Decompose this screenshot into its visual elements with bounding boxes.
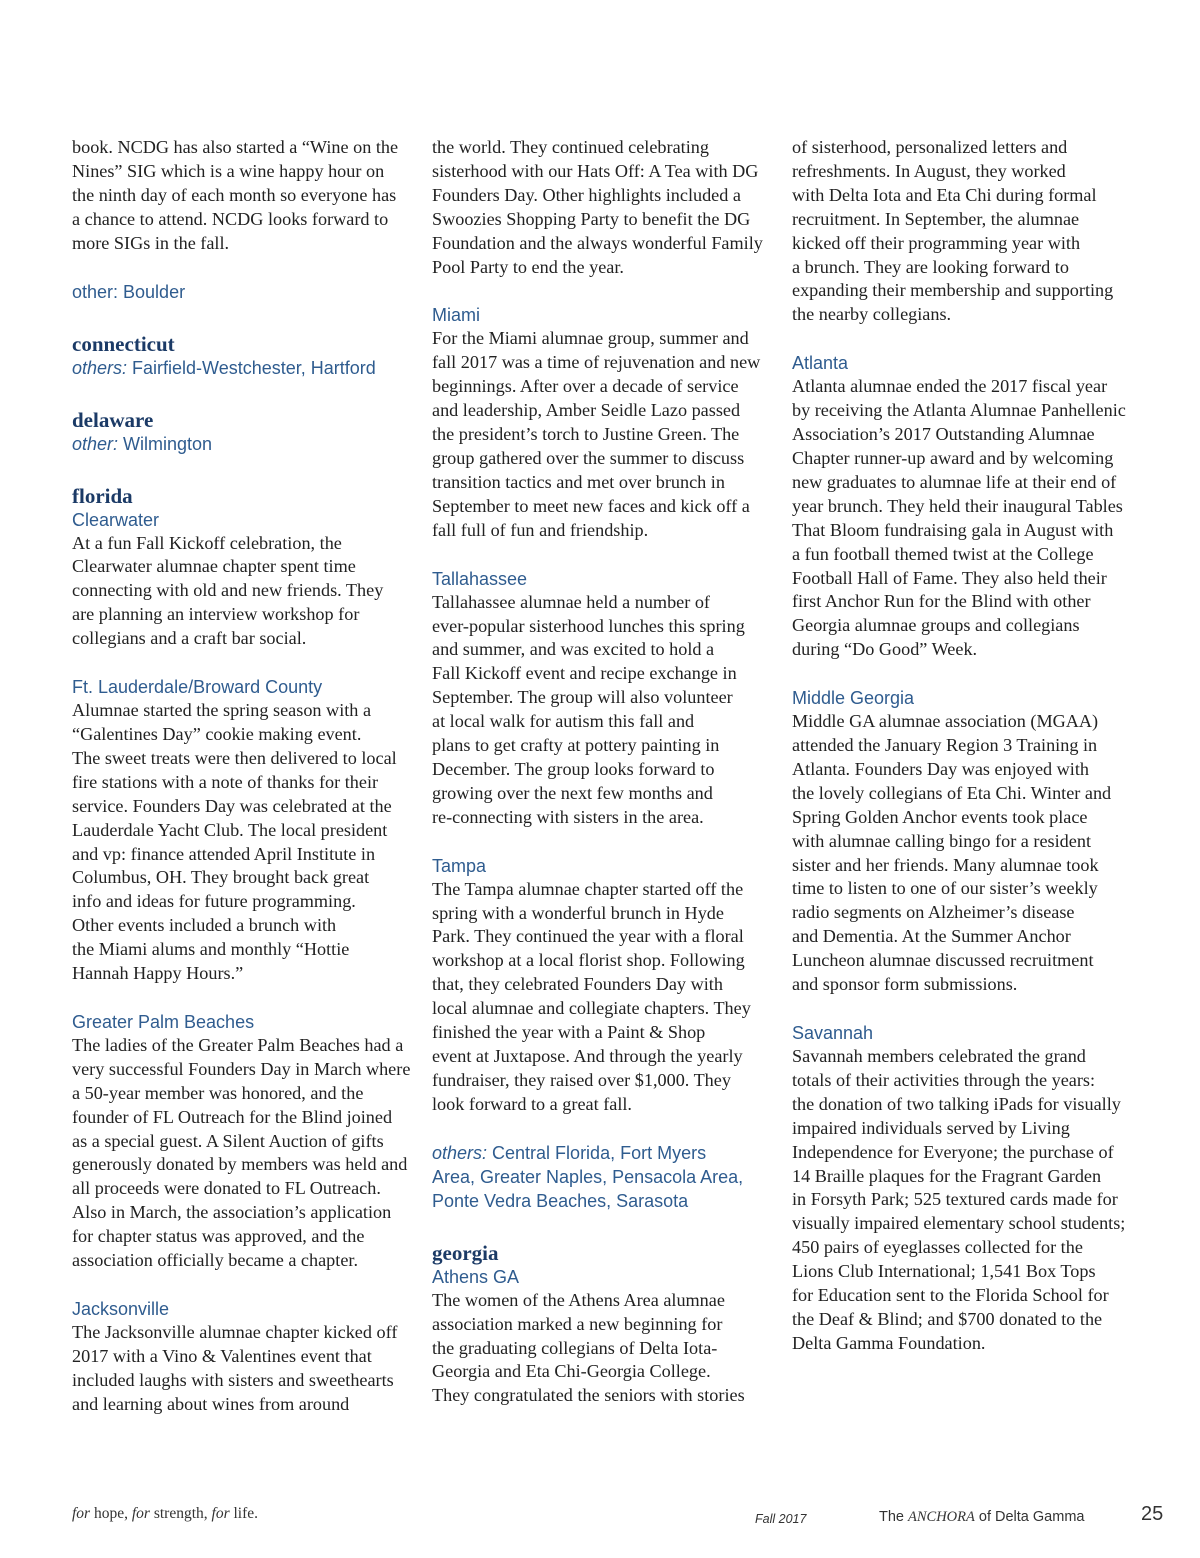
column-2: [432, 136, 780, 1408]
column-1: [72, 136, 420, 1417]
state-heading-florida: florida: [72, 483, 133, 508]
chapter-title-savannah: Savannah: [792, 1023, 874, 1043]
chapter-title-miami: Miami: [432, 305, 480, 326]
state-heading-georgia: georgia: [432, 1240, 499, 1265]
footer-tagline: for hope, for strength, for life.: [72, 1505, 259, 1522]
chapter-body-athens: The women of the Athens Area alumnae association marked a new beginning for the graduating collegians of Delta Iota- Georgia and Eta Chi-Georgia College. They congratulated the seniors with stories: [432, 1289, 745, 1406]
chapter-body-ft-lauderdale: Alumnae started the spring season with a “Galentines Day” cookie making event. The sweet treats were then delivered to local fire stations with a note of thanks for their service. Founders Day was celebrated at the Lauderdale Yacht Club. The local president and vp: finance attended April Institute in Columbus, OH. They brought back great info and ideas for future programming. Other events included a brunch with the Miami alums and monthly “Hottie Hannah Happy Hours.”: [72, 700, 397, 984]
state-heading-delaware: delaware: [72, 407, 154, 432]
footer-issue-date: Fall 2017: [755, 1512, 807, 1526]
ncdg-continued-text: book. NCDG has also started a “Wine on the Nines” SIG which is a wine happy hour on the ninth day of each month so everyone has a chance to attend. NCDG looks forward to more SIGs in the fall.: [72, 137, 399, 253]
state-heading-connecticut: connecticut: [72, 331, 175, 356]
chapter-title-athens: Athens GA: [432, 1266, 520, 1287]
colorado-other-line: other: Boulder: [72, 281, 186, 302]
athens-continued-text: of sisterhood, personalized letters and refreshments. In August, they worked with Delta Iota and Eta Chi during formal recruitment. In September, the alumnae kicked off their programming year with a brunch. They are looking forward to expanding their membership and supporting the nearby collegians.: [792, 137, 1114, 325]
delaware-other-line: other: Wilmington: [72, 433, 213, 454]
chapter-title-ft-lauderdale: Ft. Lauderdale/Broward County: [72, 677, 323, 698]
column-3: [792, 136, 1132, 1356]
chapter-title-atlanta: Atlanta: [792, 353, 849, 374]
connecticut-others-line: others: Fairfield-Westchester, Hartford: [72, 357, 376, 378]
chapter-body-clearwater: At a fun Fall Kickoff celebration, the Clearwater alumnae chapter spent time connecting with old and new friends. They are planning an interview workshop for collegians and a craft bar social.: [72, 532, 384, 649]
chapter-title-tampa: Tampa: [432, 855, 487, 876]
chapter-body-middle-georgia: Middle GA alumnae association (MGAA) attended the January Region 3 Training in Atlanta. Founders Day was enjoyed with the lovely collegians of Eta Chi. Winter and Spring Golden Anchor events took place with alumnae calling bingo for a resident sister and her friends. Many alumnae took time to listen to one of our sister’s weekly radio segments on Alzheimer’s disease and Dementia. At the Summer Anchor Luncheon alumnae discussed recruitment and sponsor form submissions.: [792, 711, 1112, 995]
jacksonville-continued-text: the world. They continued celebrating sisterhood with our Hats Off: A Tea with DG Founders Day. Other highlights included a Swoozies Shopping Party to benefit the DG Foundation and the always wonderful Family Pool Party to end the year.: [432, 137, 763, 277]
chapter-title-jacksonville: Jacksonville: [72, 1299, 170, 1319]
chapter-title-clearwater: Clearwater: [72, 509, 160, 530]
page-number: 25: [1141, 1503, 1164, 1525]
footer-magazine-title: The ANCHORA of Delta Gamma: [879, 1509, 1085, 1525]
chapter-body-tampa: The Tampa alumnae chapter started off the spring with a wonderful brunch in Hyde Park. They continued the year with a floral workshop at a local florist shop. Following that, they celebrated Founders Day with local alumnae and collegiate chapters. They finished the year with a Paint & Shop event at Juxtapose. And through the yearly fundraiser, they raised over $1,000. They look forward to a great fall.: [432, 878, 751, 1114]
chapter-body-atlanta: Atlanta alumnae ended the 2017 fiscal year by receiving the Atlanta Alumnae Panhellenic Association’s 2017 Outstanding Alumnae Chapter runner-up award and by welcoming new graduates to alumnae life at their end of year brunch. They held their inaugural Tables That Bloom fundraising gala in August with a fun football themed twist at the College Football Hall of Fame. They also held their first Anchor Run for the Blind with other Georgia alumnae groups and collegians during “Do Good” Week.: [792, 376, 1126, 660]
chapter-title-tallahassee: Tallahassee: [432, 568, 528, 589]
florida-others-line: others: Central Florida, Fort Myers Area, Greater Naples, Pensacola Area, Ponte Vedra Beaches, Sarasota: [432, 1142, 744, 1211]
chapter-body-jacksonville: The Jacksonville alumnae chapter kicked off 2017 with a Vino & Valentines event that included laughs with sisters and sweethearts and learning about wines from around: [72, 1322, 398, 1414]
chapter-body-greater-palm-beaches: The ladies of the Greater Palm Beaches had a very successful Founders Day in March where a 50-year member was honored, and the founder of FL Outreach for the Blind joined as a special guest. A Silent Auction of gifts generously donated by members was held and all proceeds were donated to FL Outreach. Also in March, the association’s application for chapter status was approved, and the association officially became a chapter.: [72, 1034, 411, 1271]
chapter-body-tallahassee: Tallahassee alumnae held a number of ever-popular sisterhood lunches this spring and summer, and was excited to hold a Fall Kickoff event and recipe exchange in September. The group will also volunteer at local walk for autism this fall and plans to get crafty at pottery painting in December. The group looks forward to growing over the next few months and re-connecting with sisters in the area.: [432, 591, 745, 827]
chapter-title-greater-palm-beaches: Greater Palm Beaches: [72, 1011, 255, 1032]
chapter-body-miami: For the Miami alumnae group, summer and fall 2017 was a time of rejuvenation and new beginnings. After over a decade of service and leadership, Amber Seidle Lazo passed the president’s torch to Justine Green. The group gathered over the summer to discuss transition tactics and met over brunch in September to meet new faces and kick off a fall full of fun and friendship.: [432, 328, 761, 540]
chapter-body-savannah: Savannah members celebrated the grand totals of their activities through the years: the donation of two talking iPads for visually impaired individuals served by Living Independence for Everyone; the purchase of 14 Braille plaques for the Fragrant Garden in Forsyth Park; 525 textured cards made for visually impaired elementary school students; 450 pairs of eyeglasses collected for the Lions Club International; 1,541 Box Tops for Education sent to the Florida School for the Deaf & Blind; and $700 donated to the Delta Gamma Foundation.: [792, 1046, 1126, 1353]
chapter-title-middle-georgia: Middle Georgia: [792, 688, 915, 709]
